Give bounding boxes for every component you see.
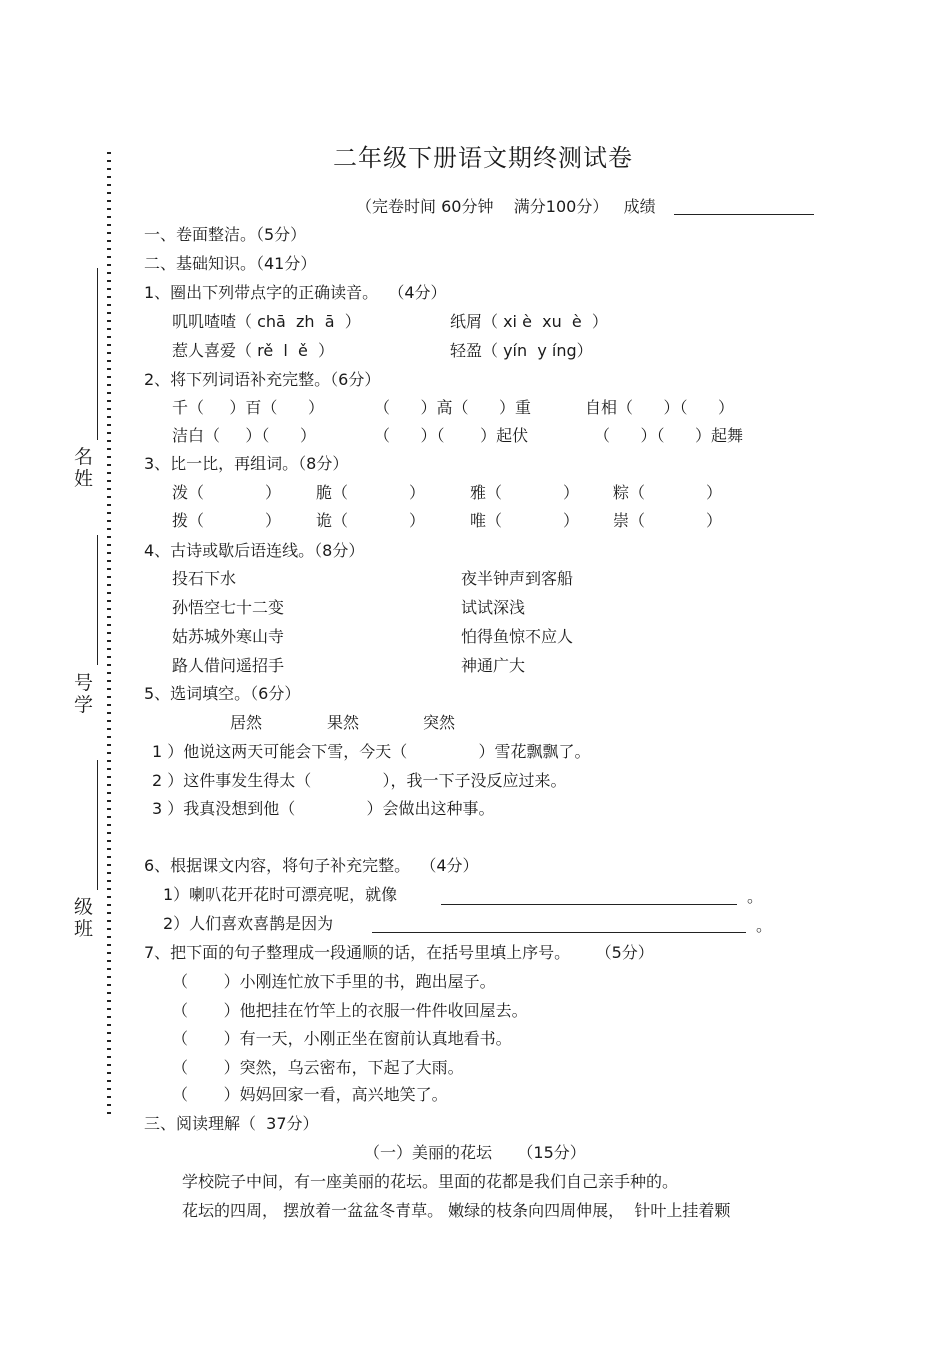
sidebar-number-char-2: 学	[74, 694, 94, 716]
q2-item: （ ）（ ）起伏	[374, 426, 529, 445]
reading-paragraph-line: 花坛的四周， 摆放着一盆盆冬青草。 嫩绿的枝条向四周伸展， 针叶上挂着颗	[182, 1201, 731, 1220]
q1-item: 叽叽喳喳（ chā zh ā ）	[172, 312, 361, 331]
q3-item: 崇（ ）	[613, 511, 723, 530]
section-1-heading: 一、卷面整洁。（5分）	[144, 225, 307, 244]
sidebar-class-char-2: 班	[74, 918, 94, 940]
q5-item: 3 ）我真没想到他（ ）会做出这种事。	[152, 799, 495, 818]
q4-right-item: 夜半钟声到客船	[461, 569, 574, 588]
sidebar-name-char-2: 姓	[74, 468, 94, 490]
reading-paragraph-line: 学校院子中间，有一座美丽的花坛。里面的花都是我们自己亲手种的。	[182, 1172, 679, 1191]
q3-item: 唯（ ）	[470, 511, 580, 530]
q2-item: 千（ ）百（ ）	[172, 398, 324, 417]
binding-rule-top	[97, 268, 98, 440]
exam-info: （完卷时间 60分钟 满分100分） 成绩	[356, 197, 656, 216]
q4-left-item: 孙悟空七十二变	[172, 598, 285, 617]
binding-rule-middle	[97, 535, 98, 665]
q3-item: 诡（ ）	[316, 511, 426, 530]
q4-left-item: 路人借问遥招手	[172, 656, 285, 675]
q5-item: 1 ）他说这两天可能会下雪，今天（ ）雪花飘飘了。	[152, 742, 591, 761]
sidebar-number-char-1: 号	[74, 672, 94, 694]
q5-option: 居然	[230, 713, 263, 732]
q3-item: 泼（ ）	[172, 483, 282, 502]
q6-answer-line-1[interactable]	[441, 904, 737, 905]
q2-title: 2、将下列词语补充完整。（6分）	[144, 370, 381, 389]
section-2-heading: 二、基础知识。（41分）	[144, 254, 317, 273]
q6-end-mark: 。	[756, 916, 773, 935]
q4-title: 4、古诗或歇后语连线。（8分）	[144, 541, 365, 560]
q1-item: 轻盈（ yín y íng）	[450, 341, 593, 360]
q6-end-mark: 。	[747, 887, 764, 906]
q2-item: （ ）高（ ）重	[374, 398, 532, 417]
q3-title: 3、比一比，再组词。（8分）	[144, 454, 349, 473]
q1-item: 惹人喜爱（ rě l ě ）	[172, 341, 334, 360]
q3-item: 拨（ ）	[172, 511, 282, 530]
q4-right-item: 怕得鱼惊不应人	[461, 627, 574, 646]
sidebar-class-char-1: 级	[74, 896, 94, 918]
q5-item: 2 ）这件事发生得太（ ），我一下子没反应过来。	[152, 771, 567, 790]
section-3-heading: 三、阅读理解（ 37分）	[144, 1114, 319, 1133]
q6-title: 6、根据课文内容，将句子补充完整。 （4分）	[144, 856, 479, 875]
binding-dotted-line	[107, 152, 111, 1114]
q7-title: 7、把下面的句子整理成一段通顺的话，在括号里填上序号。 （5分）	[144, 943, 654, 962]
q7-item: （ ）妈妈回家一看，高兴地笑了。	[172, 1085, 448, 1104]
q5-option: 果然	[327, 713, 360, 732]
q3-item: 雅（ ）	[470, 483, 580, 502]
q2-item: 洁白（ ）（ ）	[172, 426, 316, 445]
page-title: 二年级下册语文期终测试卷	[333, 144, 633, 172]
q4-left-item: 姑苏城外寒山寺	[172, 627, 285, 646]
q7-item: （ ）有一天，小刚正坐在窗前认真地看书。	[172, 1029, 512, 1048]
q3-item: 脆（ ）	[316, 483, 426, 502]
q2-item: 自相（ ）（ ）	[585, 398, 735, 417]
q1-title: 1、圈出下列带点字的正确读音。 （4分）	[144, 283, 447, 302]
q7-item: （ ）小刚连忙放下手里的书，跑出屋子。	[172, 972, 496, 991]
q1-item: 纸屑（ xi è xu è ）	[450, 312, 608, 331]
q2-item: （ ）（ ）起舞	[594, 426, 744, 445]
q3-item: 粽（ ）	[613, 483, 723, 502]
q4-right-item: 试试深浅	[461, 598, 526, 617]
sidebar-name-char-1: 名	[74, 446, 94, 468]
binding-rule-bottom	[97, 760, 98, 890]
q5-option: 突然	[423, 713, 456, 732]
score-field[interactable]	[674, 214, 814, 215]
q7-item: （ ）他把挂在竹竿上的衣服一件件收回屋去。	[172, 1001, 528, 1020]
q6-item: 1）喇叭花开花时可漂亮呢，就像	[163, 885, 398, 904]
q5-title: 5、选词填空。（6分）	[144, 684, 301, 703]
reading-subtitle: （一）美丽的花坛 （15分）	[364, 1143, 586, 1162]
q7-item: （ ）突然，乌云密布，下起了大雨。	[172, 1058, 464, 1077]
q6-item: 2）人们喜欢喜鹊是因为	[163, 914, 334, 933]
q6-answer-line-2[interactable]	[372, 932, 746, 933]
q4-right-item: 神通广大	[461, 656, 526, 675]
q4-left-item: 投石下水	[172, 569, 237, 588]
